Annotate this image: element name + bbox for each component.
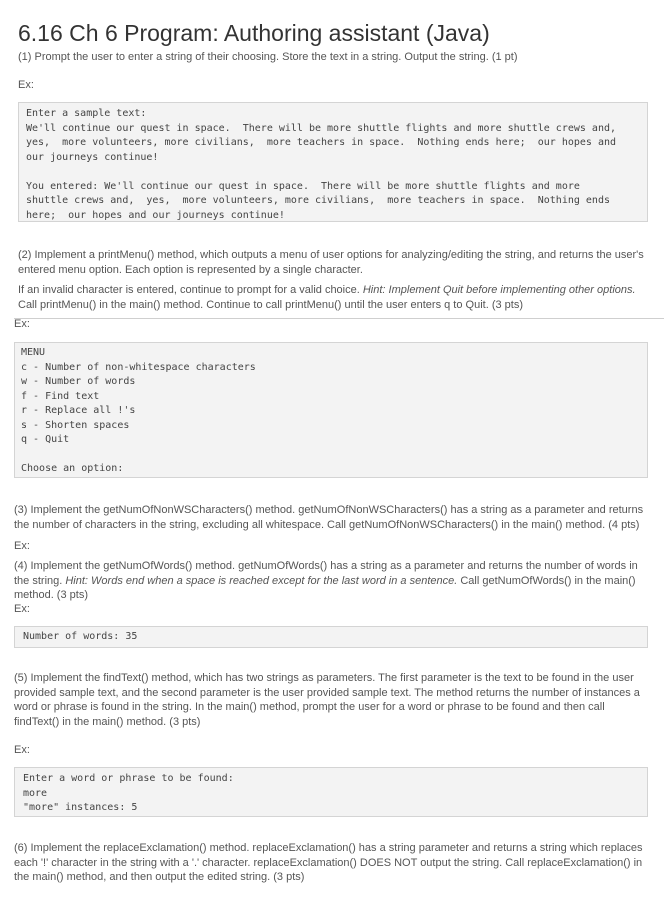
code-line: yes, more volunteers, more civilians, more teachers in space. Nothing ends here; our hopes and <box>26 137 617 148</box>
code-line <box>21 448 641 463</box>
step-2-hint: Hint: Implement Quit before implementing other options. <box>362 284 636 296</box>
code-line: w - Number of words <box>21 376 136 387</box>
step-4-hint: Hint: Words end when a space is reached except for the last word in a sentence. <box>65 574 458 587</box>
code-line: You entered: We'll continue our quest in space. There will be more shuttle flights and more <box>26 180 580 192</box>
code-line: Enter a sample text: <box>26 108 147 119</box>
code-line: f - Find text <box>21 390 100 402</box>
step-3-instructions: (3) Implement the getNumOfNonWSCharacters() method. getNumOfNonWSCharacters() has a string as a parameter and returns the number of characters in the string, excluding all whitespace. Call getNumOfNonWSCharacters() in the main() method. (4 pts) <box>14 504 644 531</box>
example-label-3: Ex: <box>14 540 30 552</box>
code-line <box>26 165 640 180</box>
code-line: Number of words: 35 <box>23 631 138 642</box>
code-line: Enter a word or phrase to be found: <box>23 773 234 784</box>
step-4-instructions <box>14 559 654 603</box>
code-line: "more" instances: 5 <box>23 802 138 813</box>
step-4-text-a: (4) Implement the getNumOfWords() method. getNumOfWords() has a string as a parameter and returns the number of words in the string. <box>14 560 638 587</box>
step-4-text-b: Call getNumOfWords() in the main() method. (3 pts) <box>14 574 636 601</box>
step-2-details <box>18 283 650 312</box>
step-6-instructions: (6) Implement the replaceExclamation() method. replaceExclamation() has a string parameter and returns a string which replaces each '!' character in the string with a '.' character. replaceExclamation() DOES NOT output the string. Call replaceExclamation() in the main() method, and then output the edited string. (3 pts) <box>14 842 643 883</box>
example-label-4: Ex: <box>14 603 30 615</box>
example-label-5: Ex: <box>14 744 30 756</box>
menu-output <box>14 342 648 478</box>
step-1-instructions: (1) Prompt the user to enter a string of their choosing. Store the text in a string. Output the string. (1 pt) <box>18 51 518 63</box>
step-2-text-b: Call printMenu() in the main() method. Continue to call printMenu() until the user enters q to Quit. (3 pts) <box>18 298 524 311</box>
step-2-text-a: If an invalid character is entered, continue to prompt for a valid choice. <box>18 284 363 296</box>
code-line: here; our hopes and our journeys continue! <box>26 209 285 221</box>
code-line: c - Number of non-whitespace characters <box>21 361 256 373</box>
code-line: shuttle crews and, yes, more volunteers, more civilians, more teachers in space. Nothing ends <box>26 195 610 206</box>
code-line: more <box>23 787 48 799</box>
code-line: s - Shorten spaces <box>21 419 130 431</box>
example-label-2: Ex: <box>14 318 30 330</box>
divider <box>14 318 664 319</box>
code-line: q - Quit <box>21 434 70 445</box>
step-5-instructions: (5) Implement the findText() method, which has two strings as parameters. The first parameter is the text to be found in the user provided sample text, and the second parameter is the user provided sample text. The method returns the number of instances a word or phrase is found in the string. In the main() method, prompt the user for a word or phrase to be found and then call findText() in the main() method. (3 pts) <box>14 672 640 728</box>
code-line: r - Replace all !'s <box>21 405 136 416</box>
step-2-instructions: (2) Implement a printMenu() method, which outputs a menu of user options for analyzing/editing the string, and returns the user's entered menu option. Each option is represented by a single character. <box>18 249 644 276</box>
sample-text-output <box>18 102 648 222</box>
page-title: 6.16 Ch 6 Program: Authoring assistant (Java) <box>18 20 490 47</box>
example-label-1: Ex: <box>18 79 34 91</box>
word-count-output <box>14 626 648 648</box>
code-line: We'll continue our quest in space. There will be more shuttle flights and more shuttle crews and, <box>26 122 617 134</box>
code-line: MENU <box>21 347 46 358</box>
code-line: our journeys continue! <box>26 151 159 163</box>
find-text-output <box>14 767 648 817</box>
code-line: Choose an option: <box>21 463 124 474</box>
